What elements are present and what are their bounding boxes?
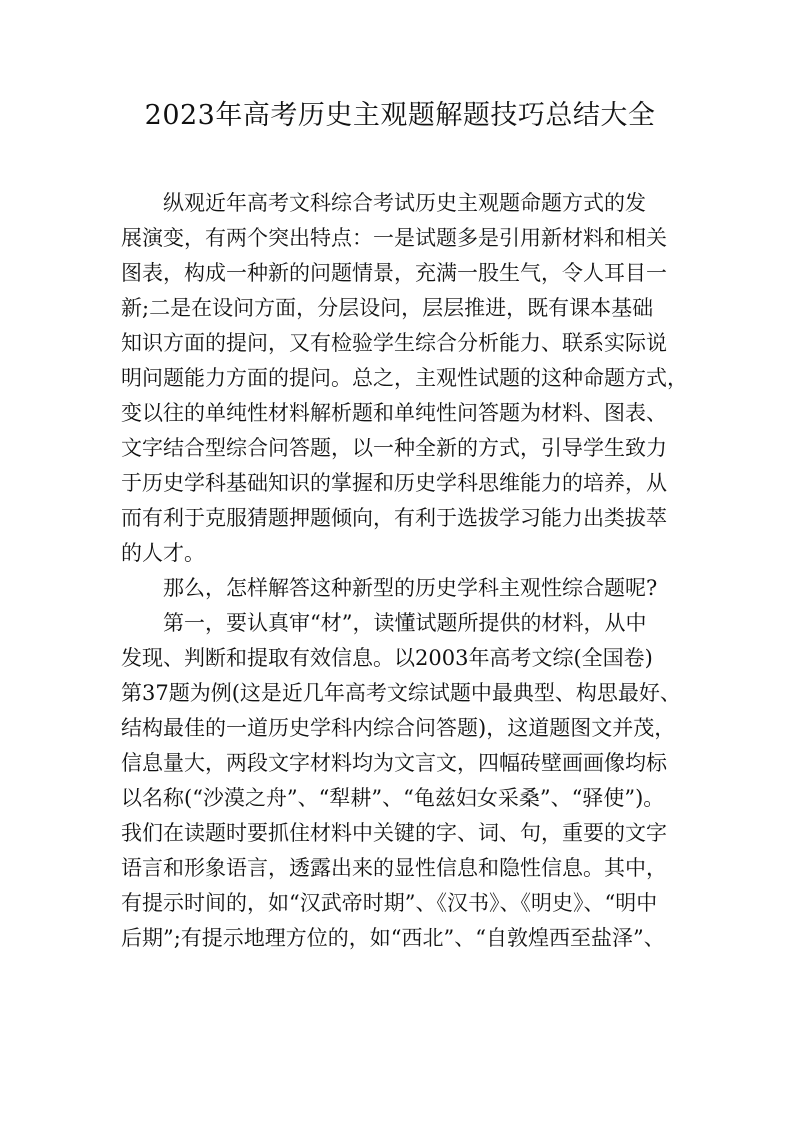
text-line: 以名称(“沙漠之舟”、“犁耕”、“龟兹妇女采桑”、“驿使”)。 [121, 786, 665, 810]
text-line: 第37题为例(这是近几年高考文综试题中最典型、构思最好、 [121, 681, 681, 705]
text-line: 而有利于克服猜题押题倾向，有利于选拔学习能力出类拔萃 [121, 506, 667, 530]
text-line: 纵观近年高考文科综合考试历史主观题命题方式的发 [121, 191, 646, 215]
text-line: 有提示时间的，如“汉武帝时期”、《汉书》、《明史》、“明中 [121, 891, 658, 915]
text-line: 于历史学科基础知识的掌握和历史学科思维能力的培养，从 [121, 471, 667, 495]
text-line: 后期”;有提示地理方位的，如“西北”、“自敦煌西至盐泽”、 [121, 926, 665, 950]
text-line: 发现、判断和提取有效信息。以2003年高考文综(全国卷) [121, 646, 653, 670]
text-line: 文字结合型综合问答题，以一种全新的方式，引导学生致力 [121, 436, 667, 460]
text-line: 结构最佳的一道历史学科内综合问答题)，这道题图文并茂， [121, 716, 676, 740]
text-line: 那么，怎样解答这种新型的历史学科主观性综合题呢? [121, 576, 658, 600]
text-line: 展演变，有两个突出特点：一是试题多是引用新材料和相关 [121, 226, 667, 250]
text-line: 语言和形象语言，透露出来的显性信息和隐性信息。其中， [121, 856, 667, 880]
text-line: 第一，要认真审“材”，读懂试题所提供的材料，从中 [121, 611, 647, 635]
text-line: 知识方面的提问，又有检验学生综合分析能力、联系实际说 [121, 331, 667, 355]
text-line: 信息量大，两段文字材料均为文言文，四幅砖壁画画像均标 [121, 751, 667, 775]
text-line: 图表，构成一种新的问题情景，充满一股生气，令人耳目一 [121, 261, 667, 285]
text-line: 新;二是在设问方面，分层设问，层层推进，既有课本基础 [121, 296, 654, 320]
text-line: 的人才。 [121, 541, 205, 565]
text-line: 变以往的单纯性材料解析题和单纯性问答题为材料、图表、 [121, 401, 667, 425]
document-title: 2023年高考历史主观题解题技巧总结大全 [144, 100, 656, 131]
text-line: 明问题能力方面的提问。总之，主观性试题的这种命题方式， [121, 366, 688, 390]
text-line: 我们在读题时要抓住材料中关键的字、词、句，重要的文字 [121, 821, 667, 845]
